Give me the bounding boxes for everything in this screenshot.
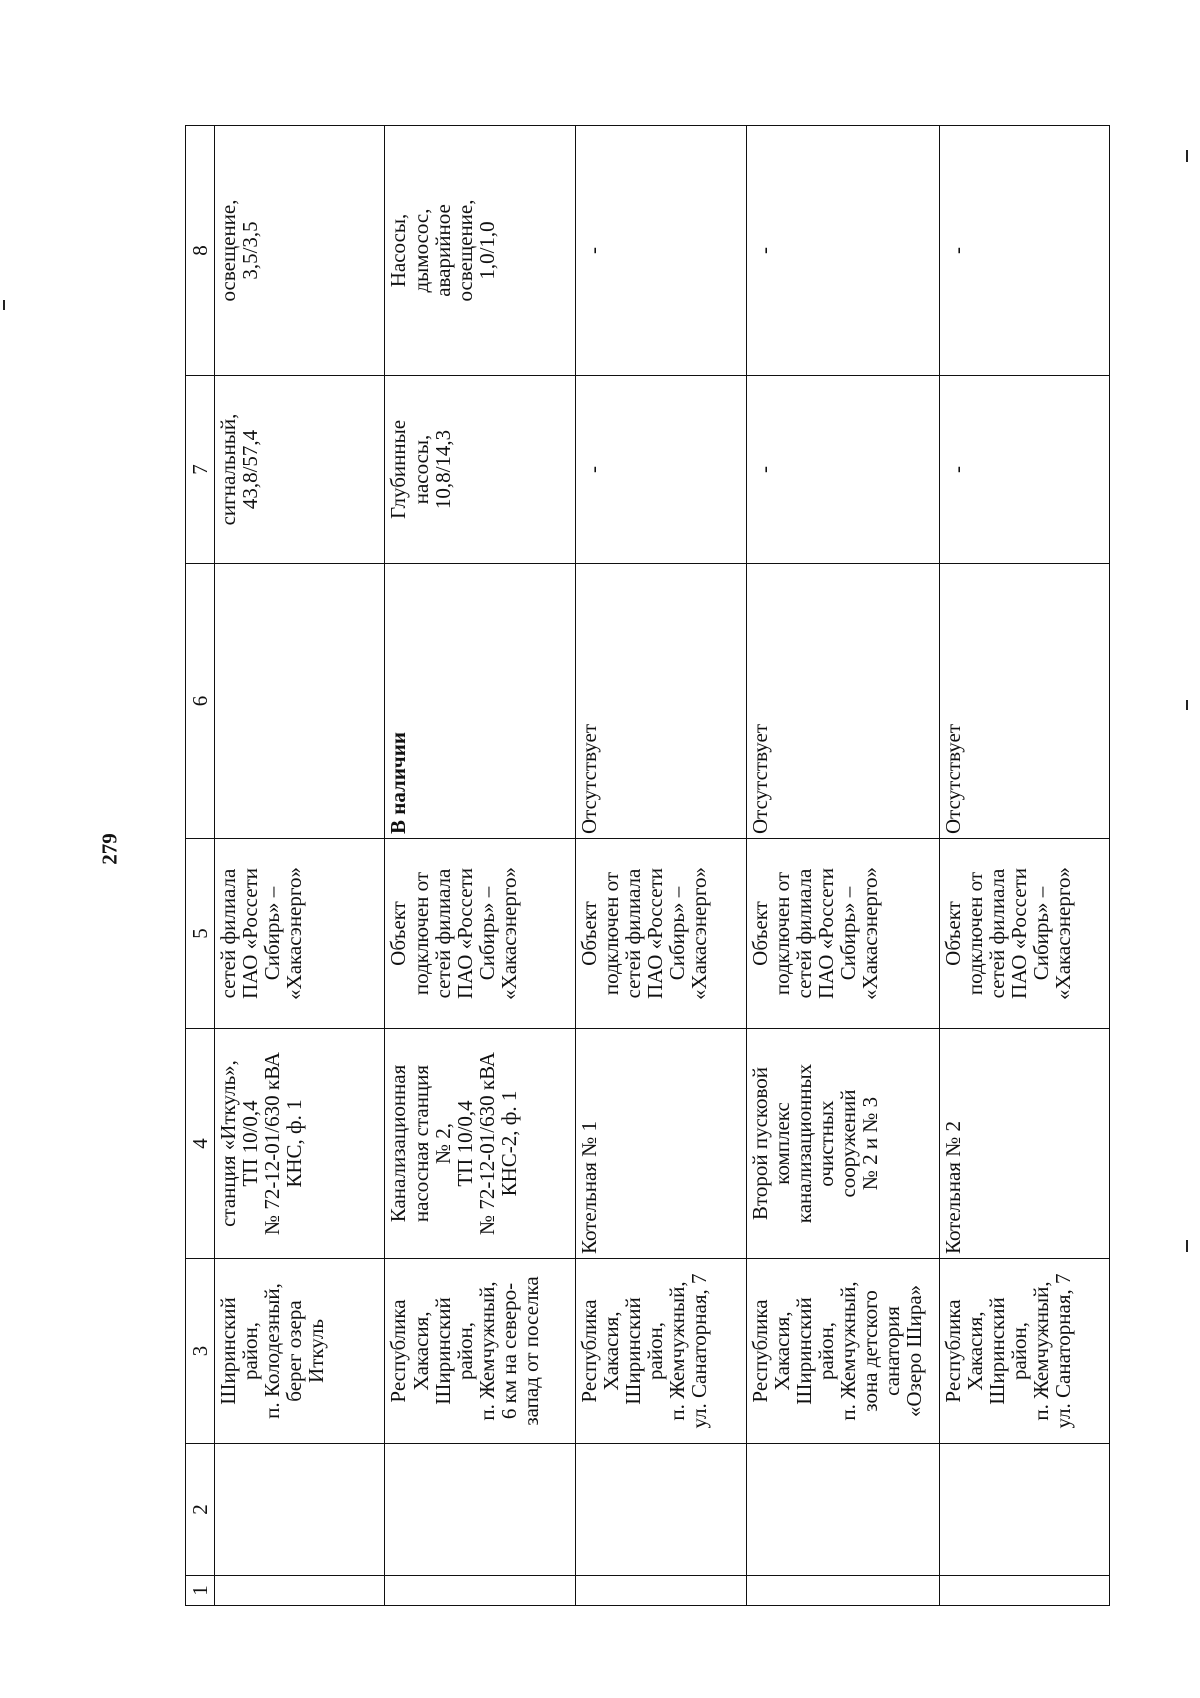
cell-address [215,1259,385,1444]
col-header-7: 7 [186,376,215,564]
cell-line: Ширинский [984,1297,1009,1405]
scan-artifact [1186,150,1188,162]
cell-line: дымосос, [408,208,433,293]
scan-artifact [3,300,5,310]
cell-number [385,1576,576,1606]
col-header-6: 6 [186,564,215,839]
cell-line: п. Колодезный, [260,1283,285,1419]
cell-line: сетей филиала [216,868,240,999]
cell-line: п. Жемчужный, [835,1281,860,1421]
cell-line: освещение, [452,199,477,302]
cell-line: Ширинский [791,1297,816,1405]
cell-line: ул. Санаторная, 7 [687,1273,712,1429]
cell-line: район, [452,1321,477,1381]
cell-reserve: Отсутствует [576,564,746,839]
cell-address [746,1259,939,1444]
cell-line: Ширинский [621,1297,646,1405]
cell-line: «Хакасэнерго» [857,867,882,1000]
cell-reserve [215,564,385,839]
cell-object [385,1029,576,1259]
cell-line: 6 км на северо- [496,1282,521,1420]
cell-connection [385,839,576,1029]
cell-line: 3,5/3,5 [238,221,263,280]
cell-line: «Хакасэнерго» [496,867,521,1000]
cell-line: п. Жемчужный, [474,1281,499,1421]
cell-line: «Хакасэнерго» [1050,867,1075,1000]
cell-number [939,1576,1110,1606]
cell-line: Глубинные [386,419,411,520]
cell-object [215,1029,385,1259]
cell-line: Хакасия, [769,1311,794,1391]
cell-line: Объект [940,901,965,966]
cell-col2 [385,1444,576,1576]
cell-line: Сибирь» – [1028,886,1053,981]
rotated-table-container [185,126,1110,1606]
table-row [939,126,1110,1606]
cell-line: Ширинский [216,1297,240,1405]
cell-line: Объект [747,901,772,966]
cell-line: № 72-12-01/630 кВА [474,1052,499,1235]
table-row [385,126,576,1606]
cell-line: ПАО «Россети [643,868,668,1000]
cell-line: сигнальный, [216,413,240,526]
cell-col2 [215,1444,385,1576]
cell-line: Сибирь» – [665,886,690,981]
cell-line: комплекс [769,1102,794,1185]
cell-load-other [385,126,576,376]
cell-line: район, [643,1321,668,1381]
cell-line: санатория [879,1306,904,1396]
cell-load-category [746,376,939,564]
cell-line: Объект [577,901,602,966]
cell-line: насосы, [408,434,433,505]
cell-load-other [215,126,385,376]
cell-address [576,1259,746,1444]
cell-line: Республика [747,1299,772,1403]
table-row [746,126,939,1606]
cell-line: Иткуль [304,1319,329,1383]
cell-line: Сибирь» – [835,886,860,981]
cell-line: Котельная № 1 [577,1121,602,1254]
cell-line: Хакасия, [599,1311,624,1391]
cell-line: ПАО «Россети [1006,868,1031,1000]
cell-line: подключен от [769,871,794,996]
cell-line: Республика [386,1299,411,1403]
col-header-8: 8 [186,126,215,376]
cell-address [939,1259,1110,1444]
cell-col2 [576,1444,746,1576]
cell-dash: - [751,247,776,254]
cell-line: Объект [386,901,411,966]
cell-line: подключен от [962,871,987,996]
cell-line: ПАО «Россети [238,868,263,1000]
cell-line: сетей филиала [621,868,646,999]
cell-line: Канализационная [386,1064,411,1223]
cell-line: № 72-12-01/630 кВА [260,1052,285,1235]
cell-line: зона детского [857,1290,882,1412]
cell-line: Второй пусковой [747,1066,772,1221]
cell-line: КНС-2, ф. 1 [496,1090,521,1197]
cell-dash: - [751,466,776,473]
table-row [576,126,746,1606]
cell-line: 43,8/57,4 [238,429,263,510]
cell-dash: - [944,466,969,473]
cell-object [746,1029,939,1259]
col-header-2: 2 [186,1444,215,1576]
cell-line: ТП 10/0,4 [452,1100,477,1187]
cell-line: ТП 10/0,4 [238,1100,263,1187]
cell-line: Ширинский [430,1297,455,1405]
cell-connection [939,839,1110,1029]
cell-line: подключен от [599,871,624,996]
cell-object [939,1029,1110,1259]
cell-col2 [746,1444,939,1576]
cell-line: сетей филиала [430,868,455,999]
col-header-4: 4 [186,1029,215,1259]
cell-connection [215,839,385,1029]
cell-load-category [385,376,576,564]
cell-number [746,1576,939,1606]
cell-line: ул. Санаторная, 7 [1050,1273,1075,1429]
header-row [186,126,215,1606]
cell-reserve: Отсутствует [746,564,939,839]
cell-line: Республика [577,1299,602,1403]
cell-line: КНС, ф. 1 [282,1099,307,1188]
cell-line: берег озера [282,1300,307,1402]
cell-line: подключен от [408,871,433,996]
cell-line: очистных [813,1100,838,1187]
cell-line: запад от поселка [518,1276,543,1426]
cell-line: район, [1006,1321,1031,1381]
cell-number [215,1576,385,1606]
cell-number [576,1576,746,1606]
cell-dash: - [581,247,606,254]
cell-dash: - [581,466,606,473]
cell-line: Хакасия, [962,1311,987,1391]
cell-line: канализационных [791,1063,816,1224]
cell-line: аварийное [430,204,455,297]
cell-line: насосная станция [408,1064,433,1223]
cell-load-other [939,126,1110,376]
cell-line: Котельная № 2 [940,1121,965,1254]
cell-line: район, [813,1321,838,1381]
cell-line: Насосы, [386,213,411,288]
cell-line: Сибирь» – [260,886,285,981]
cell-line: Республика [940,1299,965,1403]
cell-line: № 2, [430,1122,455,1165]
cell-line: «Хакасэнерго» [687,867,712,1000]
cell-dash: - [944,247,969,254]
cell-load-category [576,376,746,564]
cell-line: сооружений [835,1089,860,1198]
cell-line: «Озеро Шира» [902,1284,927,1418]
cell-object [576,1029,746,1259]
cell-line: сетей филиала [791,868,816,999]
cell-connection [576,839,746,1029]
cell-reserve: Отсутствует [939,564,1110,839]
cell-address [385,1259,576,1444]
cell-line: Хакасия, [408,1311,433,1391]
cell-line: Сибирь» – [474,886,499,981]
cell-line: район, [238,1321,263,1381]
cell-load-category [939,376,1110,564]
page-number: 279 [97,833,122,865]
cell-line: «Хакасэнерго» [282,867,307,1000]
cell-line: ПАО «Россети [813,868,838,1000]
cell-line: № 2 и № 3 [857,1096,882,1191]
cell-line: 10,8/14,3 [430,429,455,510]
col-header-5: 5 [186,839,215,1029]
cell-load-other [576,126,746,376]
col-header-3: 3 [186,1259,215,1444]
cell-line: 1,0/1,0 [474,221,499,280]
cell-col2 [939,1444,1110,1576]
col-header-1: 1 [186,1576,215,1606]
cell-line: п. Жемчужный, [1028,1281,1053,1421]
cell-load-other [746,126,939,376]
scan-artifact [1186,700,1188,710]
cell-line: освещение, [216,199,240,302]
cell-line: п. Жемчужный, [665,1281,690,1421]
cell-load-category [215,376,385,564]
scan-artifact [1186,1240,1188,1252]
cell-line: станция «Иткуль», [216,1060,240,1227]
cell-reserve: В наличии [385,564,576,839]
data-table [185,125,1110,1606]
table-row [215,126,385,1606]
cell-connection [746,839,939,1029]
cell-line: сетей филиала [984,868,1009,999]
cell-line: ПАО «Россети [452,868,477,1000]
